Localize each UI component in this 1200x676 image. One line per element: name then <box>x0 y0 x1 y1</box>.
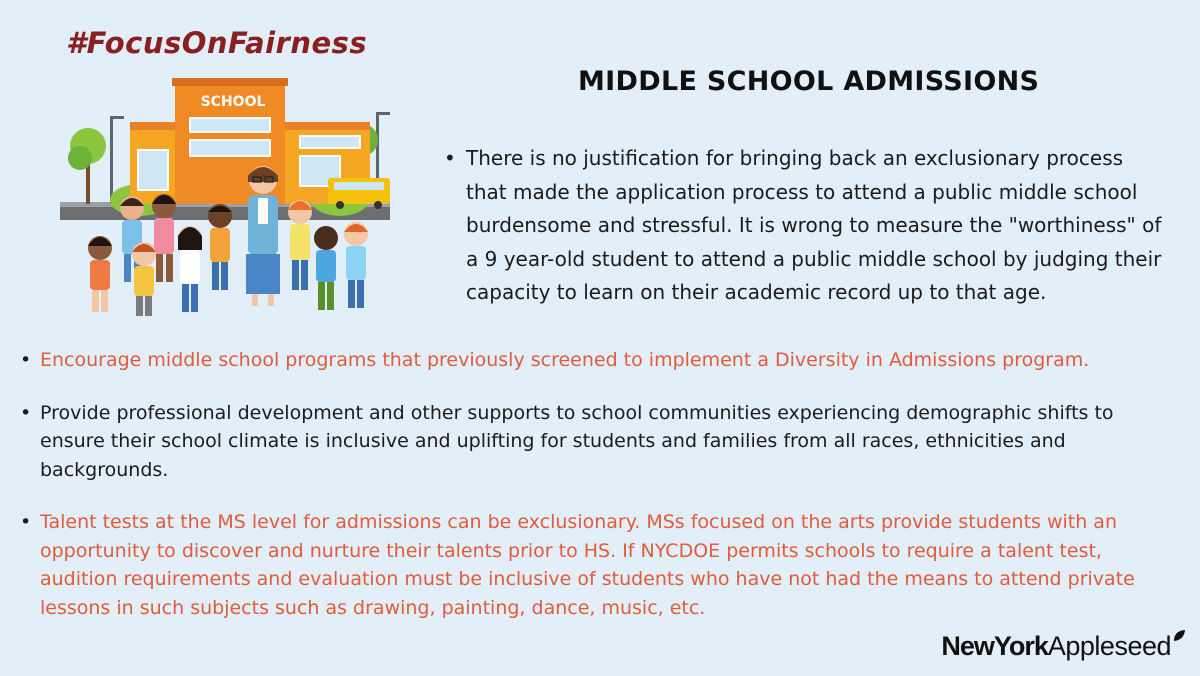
hashtag-heading: #FocusOnFairness <box>66 26 368 60</box>
school-sign: SCHOOL <box>200 94 266 110</box>
school-children-illustration <box>60 78 390 323</box>
recommendations-list <box>16 346 1176 622</box>
intro-bullet: • There is no justification for bringing back an exclusionary process that made the application process to attend a public middle school burdensome and stressful. It is wrong to measure the "worthiness" of a 9 year-old student to attend a public middle school by judging their capacity to learn on their academic record up to that age. <box>440 142 1170 310</box>
bullet-talent-tests: • Talent tests at the MS level for admissions can be exclusionary. MSs focused on the arts provide students with an opportunity to discover and nurture their talents prior to HS. If NYCDOE permits schools to require a talent test, audition requirements and evaluation must be inclusive of students who have not had the means to attend private lessons in such subjects such as drawing, painting, dance, music, etc. <box>16 508 1176 622</box>
new-york-appleseed-logo <box>941 631 1186 662</box>
bullet-diversity-admissions: • Encourage middle school programs that previously screened to implement a Diversity in Admissions program. <box>16 346 1176 375</box>
page-title: MIDDLE SCHOOL ADMISSIONS <box>578 66 1040 97</box>
logo-bold-text: NewYork <box>941 631 1048 661</box>
leaf-icon <box>1172 629 1186 643</box>
intro-list <box>440 142 1170 310</box>
bullet-professional-development: • Provide professional development and other supports to school communities experiencing demographic shifts to ensure their school climate is inclusive and uplifting for students and families from all races, ethnicities and backgrounds. <box>16 399 1176 485</box>
logo-light-text: Appleseed <box>1047 631 1171 661</box>
